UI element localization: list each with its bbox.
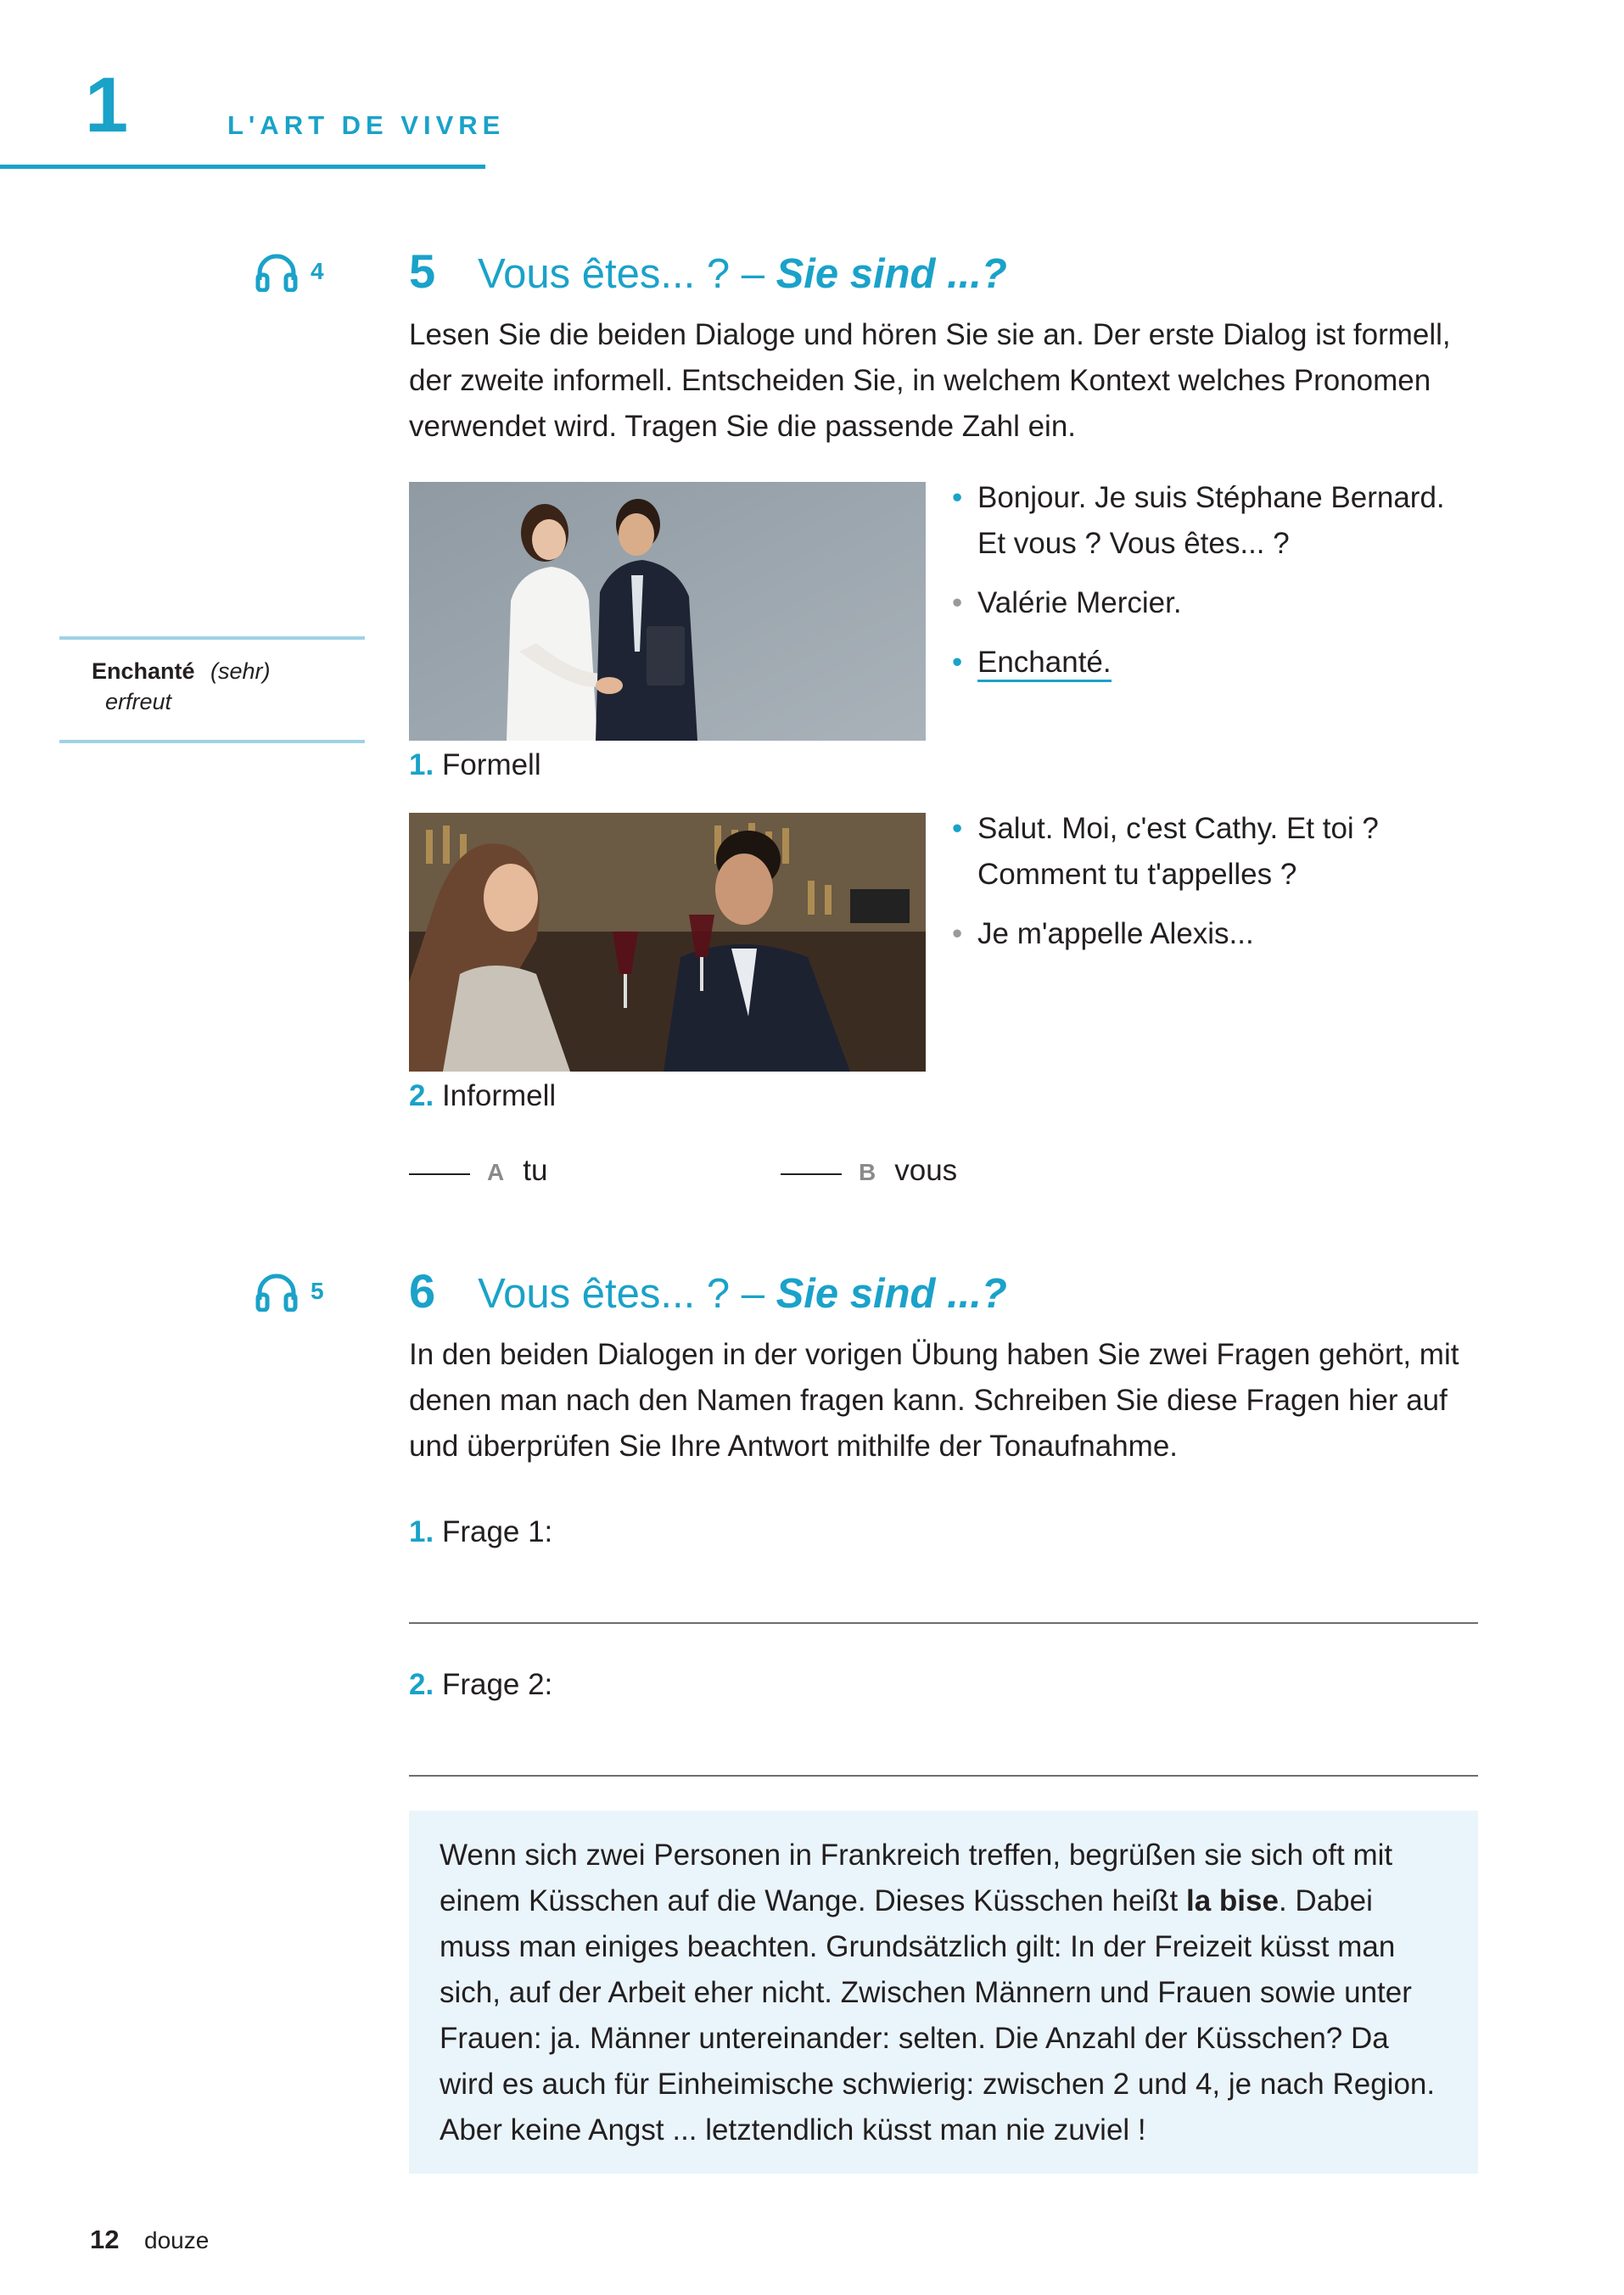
dialog-2: [952, 806, 1478, 957]
chapter-rule: [0, 165, 485, 169]
vocab-box: [59, 636, 365, 743]
caption-number: 2.: [409, 1079, 434, 1112]
answer-line-1[interactable]: [409, 1622, 1478, 1624]
dialog-1-line-1: [952, 475, 1478, 567]
exercise-6-instructions: In den beiden Dialogen in der vorigen Übung haben Sie zwei Fragen gehört, mit denen man nach den Namen fragen kann. Schreiben Sie diese Fragen hier auf und überprüfen Sie Ihre Antwort mithilfe der Tonaufnahme.: [409, 1338, 1459, 1463]
exercise-number: 5: [409, 244, 436, 298]
info-box-la-bise: [409, 1811, 1478, 2174]
dialog-text: Je m'appelle Alexis...: [977, 917, 1254, 950]
option-a: [409, 1154, 547, 1188]
caption-text: Informell: [441, 1079, 557, 1112]
exercise-5-instructions: Lesen Sie die beiden Dialoge und hören Sie sie an. Der erste Dialog ist formell, der zweite informell. Entscheiden Sie, in welchem Kontext welches Pronomen verwendet wird. Tragen Sie die passende Zahl ein.: [409, 318, 1451, 443]
info-keyword: la bise: [1186, 1884, 1279, 1917]
exercise-title-fr: Vous êtes... ? –: [478, 1271, 776, 1317]
chapter-title: L'ART DE VIVRE: [227, 110, 506, 140]
option-letter: B: [859, 1159, 876, 1185]
question-number: 2.: [409, 1668, 434, 1701]
option-text: vous: [894, 1154, 958, 1187]
audio-track-number: 5: [311, 1278, 324, 1304]
headphones-icon: [255, 1271, 299, 1312]
dialog-1-line-2: [952, 580, 1478, 626]
caption-text: Formell: [441, 748, 541, 781]
caption-number: 1.: [409, 748, 434, 781]
bullet-icon: •: [952, 646, 963, 679]
audio-marker-5[interactable]: [255, 1271, 324, 1312]
vocab-term: Enchanté: [92, 658, 195, 684]
question-label: Frage 2:: [441, 1668, 553, 1701]
chapter-number: 1: [85, 62, 129, 148]
option-b: [781, 1154, 957, 1188]
option-letter: A: [487, 1159, 505, 1185]
dialog-text: Et vous ? Vous êtes... ?: [977, 527, 1290, 560]
bullet-icon: •: [952, 812, 963, 845]
vocab-highlight: Enchanté.: [977, 646, 1112, 682]
answer-blank-b[interactable]: [781, 1173, 842, 1175]
exercise-title: [478, 1273, 1007, 1315]
audio-marker-4[interactable]: [255, 251, 324, 292]
dialog-2-line-2: [952, 911, 1478, 957]
audio-track-number: 4: [311, 258, 324, 284]
dialog-1-line-3: [952, 640, 1478, 686]
question-label: Frage 1:: [441, 1515, 553, 1548]
caption-formal: [409, 748, 541, 782]
photo-formal-handshake: [409, 482, 926, 741]
vocab-translation: erfreut: [105, 689, 172, 714]
question-2: [409, 1668, 552, 1702]
answer-line-2[interactable]: [409, 1775, 1478, 1777]
dialog-text: Salut. Moi, c'est Cathy. Et toi ?: [977, 812, 1379, 845]
question-number: 1.: [409, 1515, 434, 1548]
bullet-icon: •: [952, 586, 963, 619]
dialog-text: Valérie Mercier.: [977, 586, 1182, 619]
option-text: tu: [523, 1154, 548, 1187]
caption-informal: [409, 1079, 556, 1113]
photo-informal-bar: [409, 813, 926, 1072]
exercise-title: [478, 251, 1007, 297]
exercise-number: 6: [409, 1264, 436, 1318]
answer-blank-a[interactable]: [409, 1173, 470, 1175]
info-text-part: . Dabei muss man einiges beachten. Grundsätzlich gilt: In der Freizeit küsst man sich, auf der Arbeit eher nicht. Zwischen Männern und Frauen sowie unter Frauen: ja. Männer untereinander: selten. Die Anzahl der Küsschen? Da wird es auch für Einheimische schwierig: zwischen 2 und 4, je nach Region. Aber keine Angst ... letztendlich küsst man nie zuviel !: [440, 1884, 1436, 2147]
exercise-5-heading: [409, 244, 1007, 298]
info-text: [440, 1833, 1448, 2153]
page-word: douze: [144, 2227, 210, 2253]
headphones-icon: [255, 251, 299, 292]
vocab-hint: (sehr): [210, 658, 271, 684]
dialog-text: Comment tu t'appelles ?: [977, 858, 1297, 891]
bullet-icon: •: [952, 917, 963, 950]
exercise-6-heading: [409, 1264, 1007, 1318]
exercise-title-fr: Vous êtes... ? –: [478, 251, 776, 297]
exercise-title-de: Sie sind ...?: [776, 1271, 1007, 1317]
exercise-title-de: Sie sind ...?: [776, 251, 1007, 297]
dialog-2-line-1: [952, 806, 1478, 898]
page-number: 12: [90, 2225, 120, 2254]
dialog-text: Bonjour. Je suis Stéphane Bernard.: [977, 481, 1445, 514]
info-text-part: Wenn sich zwei Personen in Frankreich treffen, begrüßen sie sich oft mit einem Küsschen auf die Wange. Dieses Küsschen heißt: [440, 1839, 1393, 1917]
question-1: [409, 1515, 552, 1549]
bullet-icon: •: [952, 481, 963, 514]
dialog-1: [952, 475, 1478, 686]
